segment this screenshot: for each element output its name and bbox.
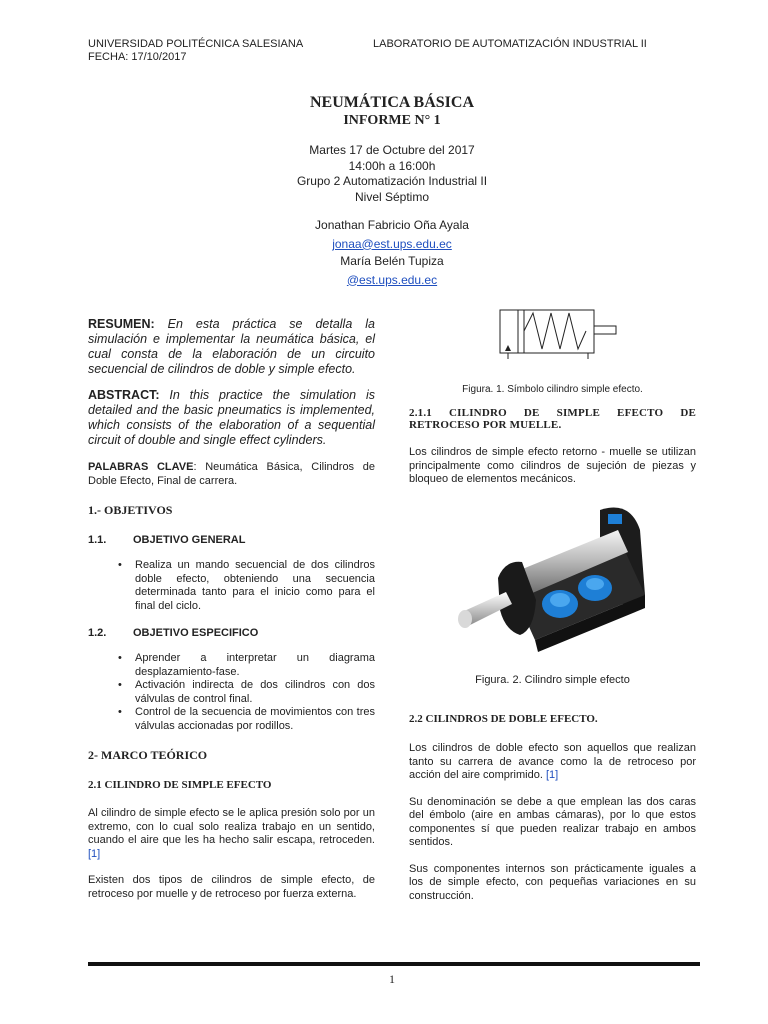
section-2-heading: 2- MARCO TEÓRICO bbox=[88, 748, 208, 762]
general-objective-list bbox=[88, 559, 375, 613]
page-title: NEUMÁTICA BÁSICA bbox=[309, 94, 475, 111]
header-university: UNIVERSIDAD POLITÉCNICA SALESIANA bbox=[88, 38, 304, 50]
header-date: FECHA: 17/10/2017 bbox=[88, 51, 187, 63]
page-number: 1 bbox=[389, 972, 395, 986]
abstract-paragraph bbox=[88, 388, 375, 448]
section-2-1-paragraph-1 bbox=[88, 807, 375, 861]
right-column bbox=[409, 407, 696, 487]
section-2-1-1-paragraph: Los cilindros de simple efecto retorno - muelle se utilizan principalmente como cilindros de sujeción de piezas y bloqueo de elementos mecánicos. bbox=[409, 446, 696, 485]
meta-time: 14:00h a 16:00h bbox=[348, 158, 436, 173]
author-1-email-link[interactable]: jonaa@est.ups.edu.ec bbox=[332, 236, 452, 251]
figure-2-caption: Figura. 2. Cilindro simple efecto bbox=[475, 674, 630, 686]
single-acting-cylinder-photo bbox=[450, 500, 660, 660]
author-2: María Belén Tupiza bbox=[340, 254, 444, 268]
list-item: • Activación indirecta de dos cilindros con dos válvulas de control final. bbox=[88, 679, 375, 706]
specific-objective-list bbox=[88, 652, 375, 733]
section-2-1-text: Al cilindro de simple efecto se le aplica presión solo por un extremo, con lo cual solo realiza trabajo en un sentido, cuando el aire que les ha hecho salir escapa, retroceden. bbox=[88, 807, 375, 846]
page-subtitle: INFORME N° 1 bbox=[343, 113, 441, 128]
meta-block bbox=[0, 143, 768, 288]
section-2-2-paragraph-3: Sus componentes internos son prácticamente iguales a los de simple efecto, con pequeñas variaciones en su construcción. bbox=[409, 862, 696, 902]
resumen-text: En esta práctica se detalla la simulación e implementar la neumática básica, el cual consta de la elaboración de un circuito secuencial de cilindros de doble y simple efecto. bbox=[88, 317, 375, 376]
left-column bbox=[88, 317, 375, 901]
section-2-2-paragraph-1 bbox=[409, 742, 696, 783]
meta-date: Martes 17 de Octubre del 2017 bbox=[309, 143, 475, 157]
section-1-1-title: OBJETIVO GENERAL bbox=[133, 534, 246, 546]
right-column-lower bbox=[409, 713, 696, 903]
keywords-text: : Neumática Básica, Cilindros de Doble Efecto, Final de carrera. bbox=[88, 461, 375, 487]
meta-group: Grupo 2 Automatización Industrial II bbox=[296, 174, 488, 188]
section-1-2-number: 1.2. bbox=[88, 627, 107, 639]
keywords-label: PALABRAS CLAVE bbox=[88, 461, 194, 473]
figure-1-caption: Figura. 1. Símbolo cilindro simple efecto. bbox=[462, 384, 643, 395]
section-1-heading: 1.- OBJETIVOS bbox=[88, 503, 173, 517]
resumen-paragraph bbox=[88, 317, 375, 377]
footer-divider bbox=[88, 962, 700, 966]
section-1-2-title: OBJETIVO ESPECIFICO bbox=[133, 627, 259, 639]
keywords-paragraph bbox=[88, 461, 375, 488]
section-2-1-heading: 2.1 CILINDRO DE SIMPLE EFECTO bbox=[88, 779, 272, 791]
section-1-2-heading bbox=[88, 627, 375, 639]
abstract-label: ABSTRACT: bbox=[88, 388, 160, 402]
list-item: • Control de la secuencia de movimientos con tres válvulas accionadas por rodillos. bbox=[88, 706, 375, 733]
list-item: • Aprender a interpretar un diagrama desplazamiento-fase. bbox=[88, 652, 375, 679]
header-lab: LABORATORIO DE AUTOMATIZACIÓN INDUSTRIAL II bbox=[373, 38, 647, 50]
section-2-2-text: Los cilindros de doble efecto son aquellos que realizan tanto su carrera de avance como la de retroceso por acción del aire comprimido. bbox=[409, 742, 696, 781]
section-1-1-heading bbox=[88, 534, 375, 546]
section-2-2-paragraph-2: Su denominación se debe a que emplean las dos caras del émbolo (aire en ambas cámaras), por lo que estos componentes sí que pueden realizar trabajo en ambos sentidos. bbox=[409, 795, 696, 848]
resumen-label: RESUMEN: bbox=[88, 317, 155, 331]
list-item: • Realiza un mando secuencial de dos cilindros doble efecto, obteniendo una secuencia determinada tanto para el inicio como para el final del ciclo. bbox=[88, 559, 375, 613]
single-acting-cylinder-symbol bbox=[496, 305, 618, 360]
citation-link[interactable]: [1] bbox=[88, 847, 101, 860]
section-1-1-number: 1.1. bbox=[88, 534, 107, 546]
meta-level: Nivel Séptimo bbox=[354, 189, 430, 204]
author-2-email-link[interactable]: @est.ups.edu.ec bbox=[346, 272, 438, 287]
citation-link[interactable]: [1] bbox=[545, 769, 559, 781]
author-1: Jonathan Fabricio Oña Ayala bbox=[315, 218, 469, 232]
section-2-1-paragraph-2: Existen dos tipos de cilindros de simple efecto, de retroceso por muelle y de retroceso por fuerza externa. bbox=[88, 874, 375, 900]
section-2-1-1-heading: 2.1.1 CILINDRO DE SIMPLE EFECTO DE RETROCESO POR MUELLE. bbox=[409, 407, 696, 431]
section-2-2-heading: 2.2 CILINDROS DE DOBLE EFECTO. bbox=[409, 713, 598, 725]
abstract-text: In this practice the simulation is detailed and the basic pneumatics is implemented, which consists of the elaboration of a sequential circuit of double and single effect cylinders. bbox=[88, 388, 375, 447]
